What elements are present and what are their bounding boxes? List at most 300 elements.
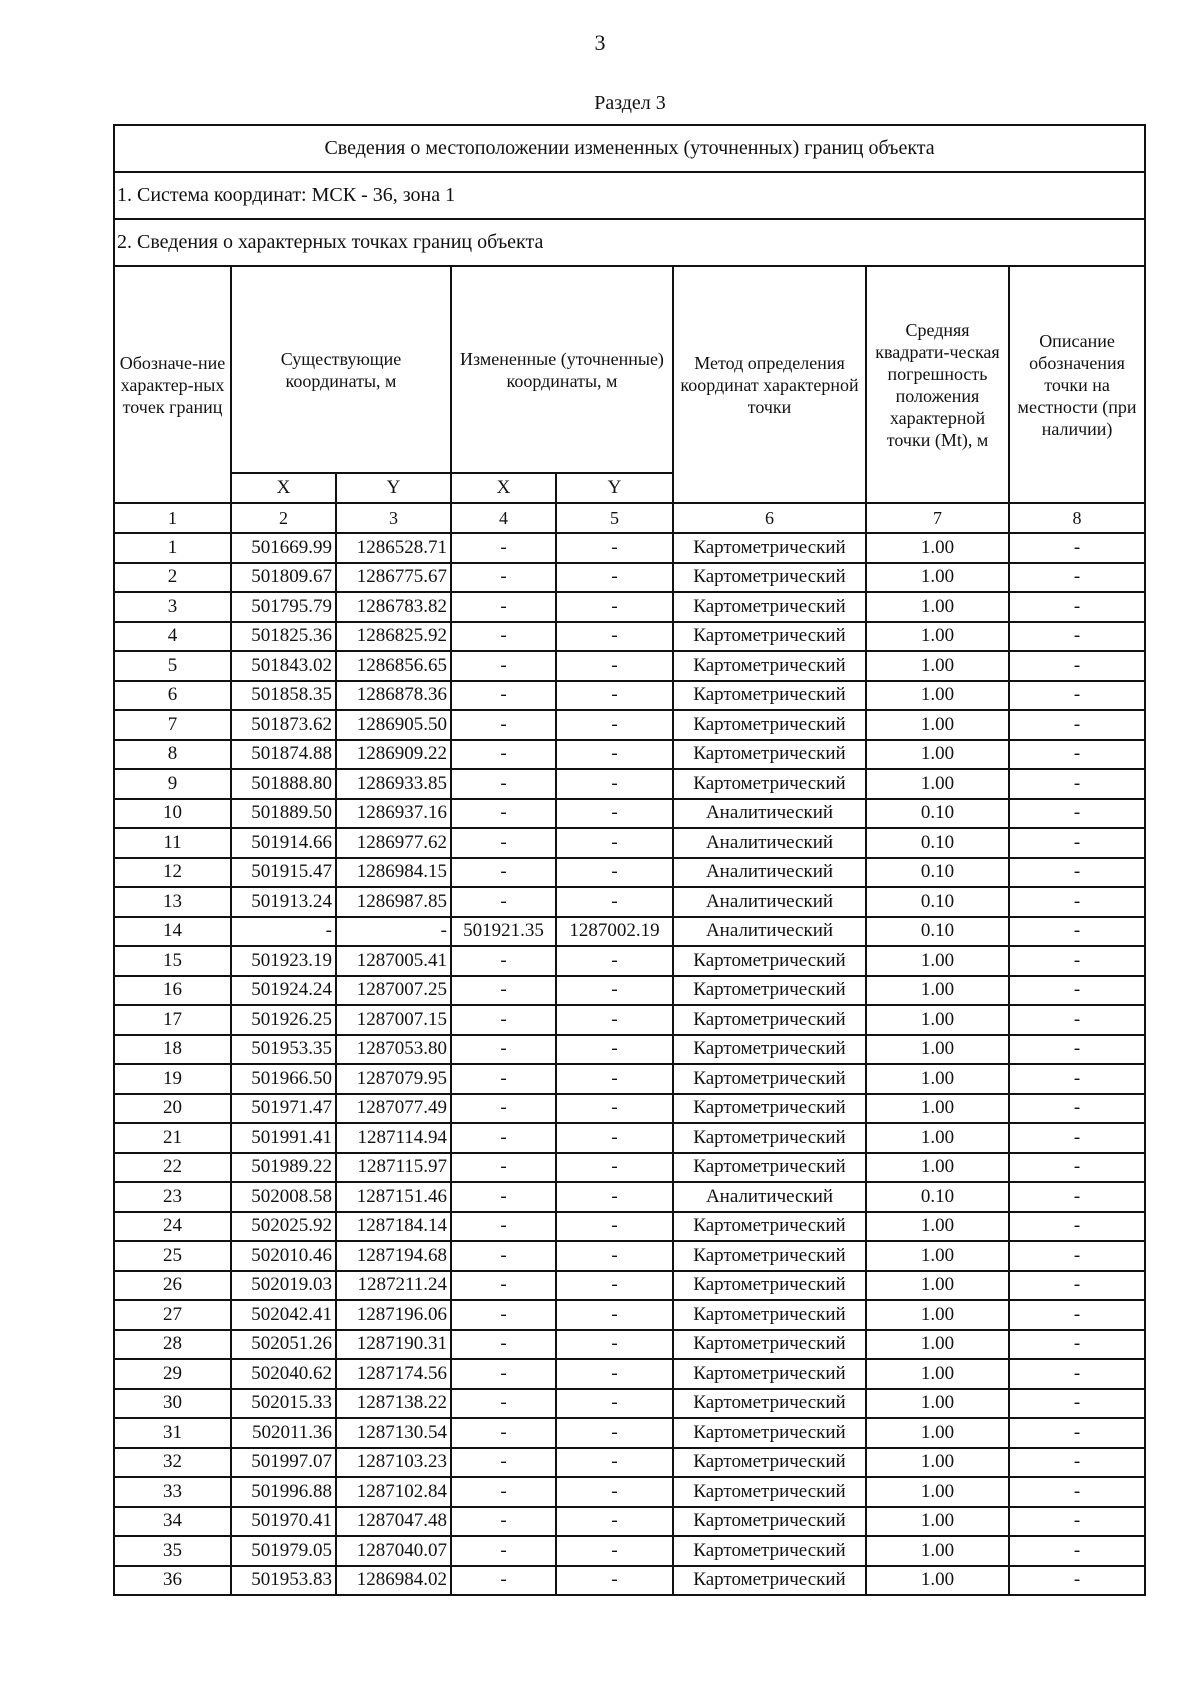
existing-y-cell: 1287115.97 [336, 1153, 451, 1183]
point-id-cell: 10 [114, 799, 231, 829]
description-cell: - [1009, 1035, 1145, 1065]
changed-x-cell: - [451, 1566, 556, 1596]
method-cell: Картометрический [673, 1389, 866, 1419]
changed-y-cell: - [556, 1507, 673, 1537]
changed-x-cell: - [451, 946, 556, 976]
existing-y-cell: 1287151.46 [336, 1182, 451, 1212]
description-cell: - [1009, 917, 1145, 947]
table-row [114, 858, 1145, 888]
description-cell: - [1009, 740, 1145, 770]
method-cell: Аналитический [673, 887, 866, 917]
changed-x-cell: - [451, 1536, 556, 1566]
changed-y-cell: - [556, 533, 673, 563]
header-changed-coords: Измененные (уточненные) координаты, м [451, 266, 673, 473]
point-id-cell: 35 [114, 1536, 231, 1566]
changed-x-cell: - [451, 1389, 556, 1419]
error-cell: 1.00 [866, 592, 1009, 622]
existing-y-cell: 1286878.36 [336, 681, 451, 711]
changed-y-cell: - [556, 1241, 673, 1271]
existing-y-cell: 1287077.49 [336, 1094, 451, 1124]
existing-x-cell: 501923.19 [231, 946, 336, 976]
column-number: 1 [114, 503, 231, 533]
changed-x-cell: - [451, 1359, 556, 1389]
description-cell: - [1009, 1241, 1145, 1271]
method-cell: Картометрический [673, 1330, 866, 1360]
table-row [114, 563, 1145, 593]
table-row [114, 1389, 1145, 1419]
table-row [114, 1536, 1145, 1566]
changed-y-cell: - [556, 1566, 673, 1596]
method-cell: Картометрический [673, 1153, 866, 1183]
page-number: 3 [594, 30, 606, 55]
header-changed-y: Y [556, 473, 673, 503]
existing-x-cell: 502025.92 [231, 1212, 336, 1242]
changed-x-cell: - [451, 710, 556, 740]
error-cell: 1.00 [866, 622, 1009, 652]
table-row [114, 1271, 1145, 1301]
changed-x-cell: - [451, 1418, 556, 1448]
error-cell: 0.10 [866, 1182, 1009, 1212]
column-number: 5 [556, 503, 673, 533]
existing-y-cell: 1287040.07 [336, 1536, 451, 1566]
existing-y-cell: 1287211.24 [336, 1271, 451, 1301]
existing-x-cell: 501889.50 [231, 799, 336, 829]
error-cell: 1.00 [866, 976, 1009, 1006]
point-id-cell: 33 [114, 1477, 231, 1507]
table-row [114, 946, 1145, 976]
table-row [114, 1035, 1145, 1065]
description-cell: - [1009, 1123, 1145, 1153]
point-id-cell: 27 [114, 1300, 231, 1330]
point-id-cell: 20 [114, 1094, 231, 1124]
description-cell: - [1009, 1418, 1145, 1448]
method-cell: Картометрический [673, 1035, 866, 1065]
changed-x-cell: - [451, 769, 556, 799]
table-row [114, 1064, 1145, 1094]
existing-x-cell: 502011.36 [231, 1418, 336, 1448]
existing-x-cell: 501874.88 [231, 740, 336, 770]
changed-x-cell: - [451, 1507, 556, 1537]
changed-y-cell: - [556, 1477, 673, 1507]
header-method: Метод определения координат характерной точки [673, 266, 866, 503]
changed-y-cell: - [556, 858, 673, 888]
changed-x-cell: - [451, 533, 556, 563]
method-cell: Картометрический [673, 1271, 866, 1301]
error-cell: 1.00 [866, 1507, 1009, 1537]
existing-y-cell: 1287053.80 [336, 1035, 451, 1065]
existing-y-cell: 1287047.48 [336, 1507, 451, 1537]
existing-x-cell: 502010.46 [231, 1241, 336, 1271]
existing-y-cell: 1286775.67 [336, 563, 451, 593]
header-designation: Обозначе-ние характер-ных точек границ [114, 266, 231, 503]
existing-y-cell: 1286825.92 [336, 622, 451, 652]
point-id-cell: 23 [114, 1182, 231, 1212]
table-row [114, 1330, 1145, 1360]
description-cell: - [1009, 1359, 1145, 1389]
existing-y-cell: 1287190.31 [336, 1330, 451, 1360]
existing-y-cell: 1287174.56 [336, 1359, 451, 1389]
existing-x-cell: 502015.33 [231, 1389, 336, 1419]
changed-x-cell: - [451, 1241, 556, 1271]
existing-y-cell: 1286977.62 [336, 828, 451, 858]
existing-y-cell: 1287103.23 [336, 1448, 451, 1478]
error-cell: 0.10 [866, 887, 1009, 917]
existing-x-cell: 501669.99 [231, 533, 336, 563]
point-id-cell: 1 [114, 533, 231, 563]
changed-y-cell: - [556, 1005, 673, 1035]
table-row [114, 769, 1145, 799]
changed-y-cell: - [556, 976, 673, 1006]
column-number: 6 [673, 503, 866, 533]
changed-x-cell: - [451, 563, 556, 593]
description-cell: - [1009, 858, 1145, 888]
changed-y-cell: - [556, 1182, 673, 1212]
changed-y-cell: - [556, 887, 673, 917]
changed-y-cell: - [556, 1330, 673, 1360]
point-id-cell: 19 [114, 1064, 231, 1094]
table-row [114, 592, 1145, 622]
method-cell: Аналитический [673, 828, 866, 858]
point-id-cell: 6 [114, 681, 231, 711]
description-cell: - [1009, 1212, 1145, 1242]
changed-x-cell: - [451, 887, 556, 917]
changed-y-cell: - [556, 1389, 673, 1419]
method-cell: Картометрический [673, 622, 866, 652]
description-cell: - [1009, 1182, 1145, 1212]
existing-y-cell: 1286984.15 [336, 858, 451, 888]
description-cell: - [1009, 681, 1145, 711]
existing-y-cell: 1287005.41 [336, 946, 451, 976]
table-row [114, 622, 1145, 652]
point-id-cell: 28 [114, 1330, 231, 1360]
table-row [114, 740, 1145, 770]
error-cell: 1.00 [866, 1005, 1009, 1035]
changed-y-cell: - [556, 1359, 673, 1389]
changed-y-cell: - [556, 1123, 673, 1153]
coordinates-table [113, 124, 1146, 1596]
changed-y-cell: - [556, 1300, 673, 1330]
error-cell: 1.00 [866, 1123, 1009, 1153]
changed-x-cell: - [451, 1094, 556, 1124]
description-cell: - [1009, 1300, 1145, 1330]
changed-x-cell: - [451, 1153, 556, 1183]
changed-y-cell: - [556, 828, 673, 858]
table-row [114, 799, 1145, 829]
changed-y-cell: - [556, 1064, 673, 1094]
changed-y-cell: - [556, 681, 673, 711]
error-cell: 0.10 [866, 828, 1009, 858]
existing-x-cell: 502040.62 [231, 1359, 336, 1389]
table-row [114, 1094, 1145, 1124]
error-cell: 1.00 [866, 1212, 1009, 1242]
point-id-cell: 24 [114, 1212, 231, 1242]
changed-x-cell: - [451, 592, 556, 622]
error-cell: 1.00 [866, 1448, 1009, 1478]
changed-y-cell: - [556, 946, 673, 976]
point-id-cell: 13 [114, 887, 231, 917]
changed-y-cell: 1287002.19 [556, 917, 673, 947]
changed-y-cell: - [556, 769, 673, 799]
description-cell: - [1009, 1477, 1145, 1507]
existing-x-cell: 501966.50 [231, 1064, 336, 1094]
table-row [114, 1153, 1145, 1183]
description-cell: - [1009, 1005, 1145, 1035]
description-cell: - [1009, 887, 1145, 917]
point-id-cell: 4 [114, 622, 231, 652]
changed-y-cell: - [556, 1418, 673, 1448]
existing-x-cell: 501913.24 [231, 887, 336, 917]
point-id-cell: 31 [114, 1418, 231, 1448]
method-cell: Картометрический [673, 1094, 866, 1124]
point-id-cell: 21 [114, 1123, 231, 1153]
points-info-line: 2. Сведения о характерных точках границ объекта [114, 219, 1145, 266]
changed-x-cell: - [451, 1330, 556, 1360]
method-cell: Картометрический [673, 976, 866, 1006]
existing-x-cell: 501924.24 [231, 976, 336, 1006]
method-cell: Картометрический [673, 1448, 866, 1478]
changed-x-cell: - [451, 1182, 556, 1212]
point-id-cell: 2 [114, 563, 231, 593]
changed-x-cell: - [451, 976, 556, 1006]
method-cell: Картометрический [673, 1566, 866, 1596]
error-cell: 1.00 [866, 563, 1009, 593]
existing-x-cell: 501989.22 [231, 1153, 336, 1183]
existing-y-cell: 1286528.71 [336, 533, 451, 563]
description-cell: - [1009, 710, 1145, 740]
changed-x-cell: - [451, 1212, 556, 1242]
error-cell: 0.10 [866, 858, 1009, 888]
changed-y-cell: - [556, 1271, 673, 1301]
method-cell: Картометрический [673, 710, 866, 740]
changed-x-cell: - [451, 1064, 556, 1094]
existing-y-cell: 1287194.68 [336, 1241, 451, 1271]
changed-y-cell: - [556, 622, 673, 652]
description-cell: - [1009, 828, 1145, 858]
changed-x-cell: - [451, 1300, 556, 1330]
header-changed-x: X [451, 473, 556, 503]
method-cell: Картометрический [673, 592, 866, 622]
table-row [114, 1300, 1145, 1330]
table-row [114, 1448, 1145, 1478]
existing-y-cell: 1286856.65 [336, 651, 451, 681]
changed-x-cell: - [451, 799, 556, 829]
point-id-cell: 32 [114, 1448, 231, 1478]
existing-y-cell: 1287102.84 [336, 1477, 451, 1507]
column-numbers-row [114, 503, 1145, 533]
existing-y-cell: 1286937.16 [336, 799, 451, 829]
changed-x-cell: - [451, 828, 556, 858]
error-cell: 1.00 [866, 1271, 1009, 1301]
existing-x-cell: 501825.36 [231, 622, 336, 652]
existing-y-cell: 1286933.85 [336, 769, 451, 799]
table-row [114, 887, 1145, 917]
point-id-cell: 14 [114, 917, 231, 947]
changed-y-cell: - [556, 651, 673, 681]
description-cell: - [1009, 946, 1145, 976]
method-cell: Картометрический [673, 1241, 866, 1271]
error-cell: 1.00 [866, 1241, 1009, 1271]
error-cell: 1.00 [866, 651, 1009, 681]
table-row [114, 1507, 1145, 1537]
method-cell: Картометрический [673, 651, 866, 681]
changed-x-cell: - [451, 1477, 556, 1507]
existing-x-cell: 501809.67 [231, 563, 336, 593]
error-cell: 1.00 [866, 1477, 1009, 1507]
table-row [114, 1123, 1145, 1153]
existing-x-cell: 501991.41 [231, 1123, 336, 1153]
changed-x-cell: - [451, 651, 556, 681]
point-id-cell: 29 [114, 1359, 231, 1389]
point-id-cell: 22 [114, 1153, 231, 1183]
column-number: 2 [231, 503, 336, 533]
description-cell: - [1009, 769, 1145, 799]
table-row [114, 1418, 1145, 1448]
description-cell: - [1009, 563, 1145, 593]
method-cell: Аналитический [673, 1182, 866, 1212]
existing-y-cell: 1286783.82 [336, 592, 451, 622]
error-cell: 1.00 [866, 769, 1009, 799]
existing-y-cell: 1287130.54 [336, 1418, 451, 1448]
changed-y-cell: - [556, 1536, 673, 1566]
changed-x-cell: - [451, 622, 556, 652]
existing-x-cell: 501971.47 [231, 1094, 336, 1124]
error-cell: 1.00 [866, 710, 1009, 740]
method-cell: Картометрический [673, 740, 866, 770]
existing-y-cell: 1287114.94 [336, 1123, 451, 1153]
description-cell: - [1009, 533, 1145, 563]
existing-x-cell: 501858.35 [231, 681, 336, 711]
coord-system-line: 1. Система координат: МСК - 36, зона 1 [114, 172, 1145, 219]
table-row [114, 681, 1145, 711]
header-error: Средняя квадрати-ческая погрешность положения характерной точки (Mt), м [866, 266, 1009, 503]
changed-y-cell: - [556, 592, 673, 622]
error-cell: 1.00 [866, 1418, 1009, 1448]
point-id-cell: 18 [114, 1035, 231, 1065]
point-id-cell: 15 [114, 946, 231, 976]
changed-y-cell: - [556, 1035, 673, 1065]
point-id-cell: 34 [114, 1507, 231, 1537]
changed-x-cell: - [451, 1271, 556, 1301]
existing-x-cell: 502008.58 [231, 1182, 336, 1212]
header-existing-y: Y [336, 473, 451, 503]
error-cell: 1.00 [866, 1300, 1009, 1330]
changed-y-cell: - [556, 563, 673, 593]
existing-x-cell: 501997.07 [231, 1448, 336, 1478]
existing-y-cell: 1287007.15 [336, 1005, 451, 1035]
point-id-cell: 36 [114, 1566, 231, 1596]
existing-x-cell: 501888.80 [231, 769, 336, 799]
description-cell: - [1009, 976, 1145, 1006]
existing-y-cell: 1287184.14 [336, 1212, 451, 1242]
table-row [114, 1005, 1145, 1035]
description-cell: - [1009, 592, 1145, 622]
error-cell: 0.10 [866, 917, 1009, 947]
existing-y-cell: - [336, 917, 451, 947]
method-cell: Картометрический [673, 533, 866, 563]
existing-x-cell: 501979.05 [231, 1536, 336, 1566]
table-title: Сведения о местоположении измененных (уточненных) границ объекта [114, 125, 1145, 172]
changed-y-cell: - [556, 1212, 673, 1242]
error-cell: 1.00 [866, 1094, 1009, 1124]
table-row [114, 710, 1145, 740]
existing-x-cell: 501873.62 [231, 710, 336, 740]
description-cell: - [1009, 799, 1145, 829]
existing-x-cell: 501953.35 [231, 1035, 336, 1065]
existing-y-cell: 1286984.02 [336, 1566, 451, 1596]
point-id-cell: 17 [114, 1005, 231, 1035]
existing-y-cell: 1286905.50 [336, 710, 451, 740]
method-cell: Картометрический [673, 1212, 866, 1242]
section-title: Раздел 3 [594, 92, 666, 114]
existing-x-cell: 502042.41 [231, 1300, 336, 1330]
description-cell: - [1009, 1536, 1145, 1566]
changed-y-cell: - [556, 799, 673, 829]
existing-x-cell: 501926.25 [231, 1005, 336, 1035]
changed-y-cell: - [556, 1094, 673, 1124]
existing-x-cell: 501795.79 [231, 592, 336, 622]
error-cell: 1.00 [866, 1153, 1009, 1183]
changed-x-cell: - [451, 1448, 556, 1478]
header-existing-x: X [231, 473, 336, 503]
column-number: 3 [336, 503, 451, 533]
description-cell: - [1009, 1330, 1145, 1360]
changed-x-cell: 501921.35 [451, 917, 556, 947]
existing-y-cell: 1287007.25 [336, 976, 451, 1006]
error-cell: 1.00 [866, 740, 1009, 770]
error-cell: 1.00 [866, 1064, 1009, 1094]
method-cell: Картометрический [673, 769, 866, 799]
changed-y-cell: - [556, 710, 673, 740]
changed-x-cell: - [451, 1005, 556, 1035]
point-id-cell: 30 [114, 1389, 231, 1419]
method-cell: Аналитический [673, 858, 866, 888]
table-body [114, 533, 1145, 1595]
table-row [114, 1241, 1145, 1271]
existing-y-cell: 1287138.22 [336, 1389, 451, 1419]
existing-y-cell: 1287196.06 [336, 1300, 451, 1330]
point-id-cell: 16 [114, 976, 231, 1006]
existing-y-cell: 1286987.85 [336, 887, 451, 917]
method-cell: Картометрический [673, 946, 866, 976]
method-cell: Картометрический [673, 1064, 866, 1094]
description-cell: - [1009, 1389, 1145, 1419]
error-cell: 1.00 [866, 1330, 1009, 1360]
existing-x-cell: 501953.83 [231, 1566, 336, 1596]
method-cell: Картометрический [673, 1300, 866, 1330]
table-row [114, 1566, 1145, 1596]
existing-x-cell: 501970.41 [231, 1507, 336, 1537]
method-cell: Аналитический [673, 917, 866, 947]
method-cell: Картометрический [673, 563, 866, 593]
error-cell: 1.00 [866, 1035, 1009, 1065]
existing-x-cell: 501996.88 [231, 1477, 336, 1507]
error-cell: 1.00 [866, 533, 1009, 563]
table-row [114, 533, 1145, 563]
error-cell: 1.00 [866, 681, 1009, 711]
method-cell: Картометрический [673, 1123, 866, 1153]
description-cell: - [1009, 1448, 1145, 1478]
point-id-cell: 5 [114, 651, 231, 681]
table-row [114, 1212, 1145, 1242]
description-cell: - [1009, 622, 1145, 652]
description-cell: - [1009, 651, 1145, 681]
description-cell: - [1009, 1271, 1145, 1301]
changed-y-cell: - [556, 740, 673, 770]
error-cell: 1.00 [866, 1359, 1009, 1389]
existing-x-cell: 501914.66 [231, 828, 336, 858]
method-cell: Картометрический [673, 1359, 866, 1389]
point-id-cell: 26 [114, 1271, 231, 1301]
